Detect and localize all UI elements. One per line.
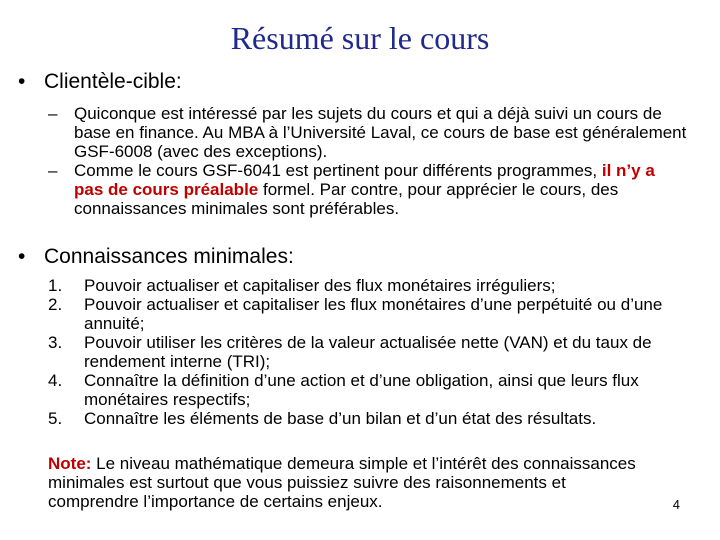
list-item-text: Pouvoir utiliser les critères de la valeur actualisée nette (VAN) et du taux de rendement interne (TRI); (84, 333, 652, 371)
section-heading-label: Connaissances minimales: (44, 245, 294, 268)
list-item (48, 409, 703, 428)
bullet-icon: • (18, 245, 26, 268)
highlight-text: il n’y a pas de cours préalable (74, 161, 655, 199)
list-number: 4. (48, 371, 63, 390)
list-item-text: Connaître les éléments de base d’un bilan et d’un état des résultats. (84, 409, 597, 428)
list-item-text-before: Comme le cours GSF-6041 est pertinent pour différents programmes, (74, 161, 602, 180)
note-text: Le niveau mathématique demeura simple et l’intérêt des connaissances minimales est surtout que vous puissiez suivre des raisonnements et comprendre l’importance de certains enjeux. (48, 454, 636, 511)
note-label: Note: (48, 454, 92, 473)
list-item (48, 104, 688, 161)
slide-title: Résumé sur le cours (230, 20, 490, 56)
list-item (48, 371, 703, 409)
list-item-text: Connaître la définition d’une action et d’une obligation, ainsi que leurs flux monétaires respectifs; (84, 371, 639, 409)
list-number: 1. (48, 276, 63, 295)
list-item-text: Quiconque est intéressé par les sujets du cours et qui a déjà suivi un cours de base en finance. Au MBA à l’Université Laval, ce cours de base est généralement GSF-6008 (avec des exceptions). (74, 104, 687, 161)
list-item-text: Pouvoir actualiser et capitaliser des flux monétaires irréguliers; (84, 276, 556, 295)
connaissances-list (48, 276, 703, 428)
list-item (48, 276, 703, 295)
list-number: 2. (48, 295, 63, 314)
dash-icon: – (48, 161, 58, 180)
list-item (48, 295, 703, 333)
page-number: 4 (672, 497, 680, 512)
list-item (48, 333, 703, 371)
list-item (48, 161, 688, 218)
section-heading-clientele (18, 70, 182, 94)
note-paragraph (48, 454, 648, 511)
list-item-text: Pouvoir actualiser et capitaliser les flux monétaires d’une perpétuité ou d’une annuité; (84, 295, 663, 333)
section-heading-label: Clientèle-cible: (44, 70, 182, 93)
list-number: 5. (48, 409, 63, 428)
clientele-list (48, 104, 688, 218)
bullet-icon: • (18, 70, 26, 93)
list-number: 3. (48, 333, 63, 352)
list-item-text-after: formel. Par contre, pour apprécier le cours, des connaissances minimales sont préférables. (74, 180, 619, 218)
dash-icon: – (48, 104, 58, 123)
section-heading-connaissances (18, 245, 294, 269)
